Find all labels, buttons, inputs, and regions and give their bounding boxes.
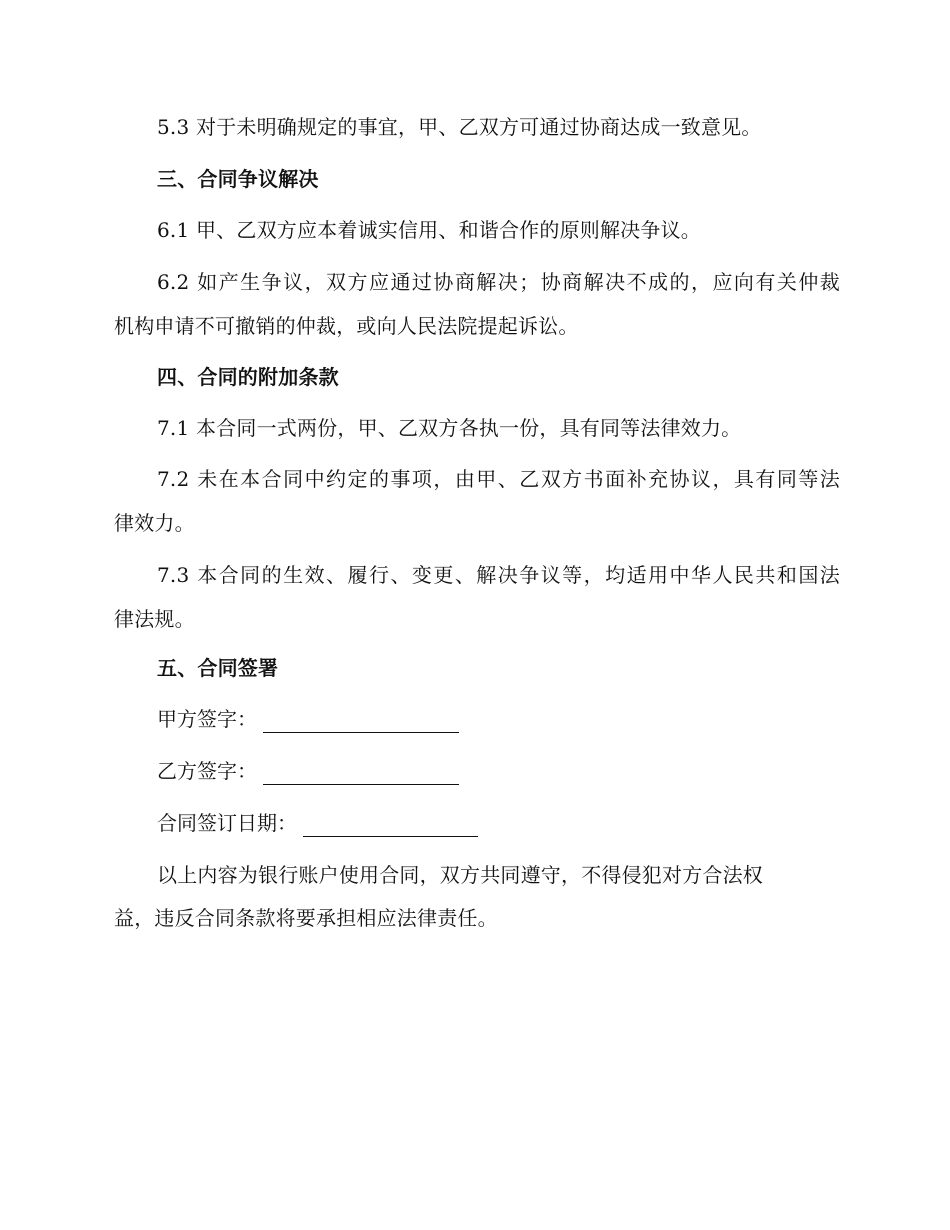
clause-6-2-line2: 机构申请不可撤销的仲裁，或向人民法院提起诉讼。 [114,314,579,338]
closing-line2: 益，违反合同条款将要承担相应法律责任。 [114,906,498,930]
section-4-title: 四、合同的附加条款 [157,365,339,389]
clause-6-1: 6.1 甲、乙双方应本着诚实信用、和谐合作的原则解决争议。 [157,218,701,242]
party-a-signature-label: 甲方签字： [157,707,257,731]
clause-7-2-line1: 7.2 未在本合同中约定的事项，由甲、乙双方书面补充协议，具有同等法 [157,467,840,491]
section-3-title: 三、合同争议解决 [157,167,319,191]
party-a-signature-field[interactable] [263,710,459,733]
clause-7-1: 7.1 本合同一式两份，甲、乙双方各执一份，具有同等法律效力。 [157,416,742,440]
party-b-signature-label: 乙方签字： [157,759,257,783]
clause-7-3-line1: 7.3 本合同的生效、履行、变更、解决争议等，均适用中华人民共和国法 [157,563,840,587]
signing-date-field[interactable] [303,814,478,837]
signing-date-row [157,809,478,837]
clause-7-2-line2: 律效力。 [114,511,195,535]
party-b-signature-field[interactable] [263,762,459,785]
clause-6-2-line1: 6.2 如产生争议，双方应通过协商解决；协商解决不成的，应向有关仲裁 [157,270,840,294]
party-b-signature-row [157,757,459,785]
section-5-title: 五、合同签署 [157,656,279,680]
party-a-signature-row [157,705,459,733]
closing-line1: 以上内容为银行账户使用合同，双方共同遵守，不得侵犯对方合法权 [157,863,763,887]
signing-date-label: 合同签订日期： [157,811,297,835]
clause-5-3: 5.3 对于未明确规定的事宜，甲、乙双方可通过协商达成一致意见。 [157,115,762,139]
clause-7-3-line2: 律法规。 [114,607,195,631]
